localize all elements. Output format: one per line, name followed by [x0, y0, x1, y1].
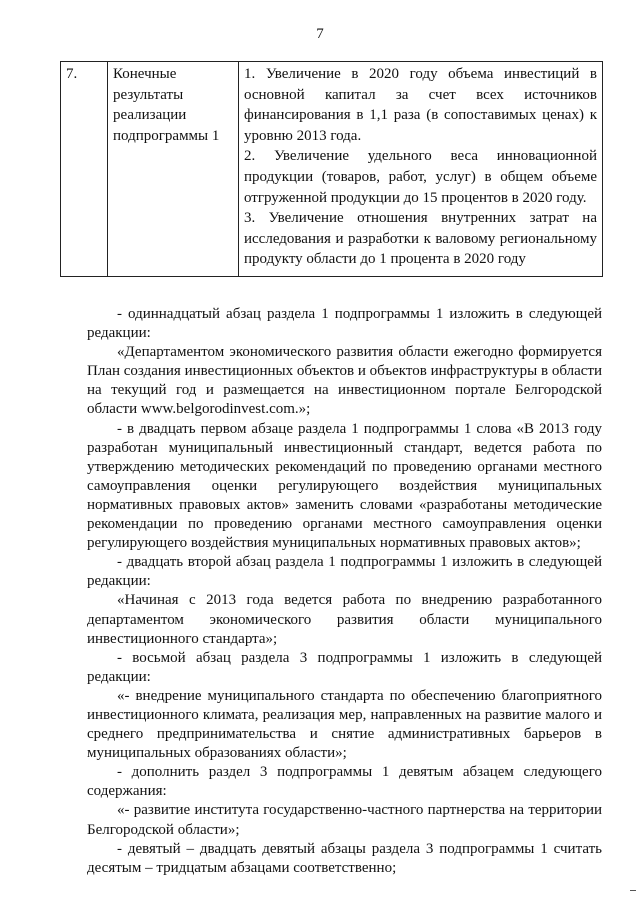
row-title: Конечные результаты реализации подпрограммы 1: [108, 62, 239, 277]
paragraph-5: «Начиная с 2013 года ведется работа по внедрению разработанного департаментом экономического развития области муниципального инвестиционного стандарта»;: [87, 592, 602, 647]
result-item-3: 3. Увеличение отношения внутренних затрат на исследования и разработки к валовому региональному продукту области до 1 процента в 2020 году: [244, 210, 597, 268]
paragraph-9: «- развитие института государственно-частного партнерства на территории Белгородской области»;: [87, 802, 602, 838]
row-number: 7.: [61, 62, 108, 277]
results-table: [60, 61, 603, 277]
table-row: [61, 62, 603, 277]
result-item-1: 1. Увеличение в 2020 году объема инвестиций в основной капитал за счет всех источников финансирования в 1,1 раза (в сопоставимых ценах) к уровню 2013 года.: [244, 66, 597, 144]
paragraph-10: - девятый – двадцать девятый абзацы раздела 3 подпрограммы 1 считать десятым – тридцатым абзацами соответственно;: [87, 840, 602, 876]
paragraph-6: - восьмой абзац раздела 3 подпрограммы 1 изложить в следующей редакции:: [87, 649, 602, 685]
paragraph-3: - в двадцать первом абзаце раздела 1 подпрограммы 1 слова «В 2013 году разработан муниципальный инвестиционный стандарт, ведется работа по утверждению методических рекомендаций по проведению органами местного самоуправления оценки регулирующего воздействия муниципальных нормативных правовых актов» заменить словами «разработаны методические рекомендации по проведению органами местного самоуправления оценки регулирующего воздействия муниципальных нормативных правовых актов»;: [87, 420, 602, 552]
paragraph-4: - двадцать второй абзац раздела 1 подпрограммы 1 изложить в следующей редакции:: [87, 554, 602, 590]
page-number: 7: [316, 26, 324, 42]
paragraph-8: - дополнить раздел 3 подпрограммы 1 девятым абзацем следующего содержания:: [87, 764, 602, 800]
paragraph-7: «- внедрение муниципального стандарта по обеспечению благоприятного инвестиционного климата, реализация мер, направленных на развитие малого и среднего предпринимательства и снятие административных барьеров в муниципальных образованиях области»;: [87, 687, 602, 762]
paragraph-2: «Департаментом экономического развития области ежегодно формируется План создания инвестиционных объектов и объектов инфраструктуры в области на текущий год и размещается на инвестиционном портале Белгородской области www.belgorodinvest.com.»;: [87, 344, 602, 418]
result-item-2: 2. Увеличение удельного веса инновационной продукции (товаров, работ, услуг) в общем объеме отгруженной продукции до 15 процентов в 2020 году.: [244, 148, 597, 206]
row-results: [239, 62, 603, 277]
paragraph-1: - одиннадцатый абзац раздела 1 подпрограммы 1 изложить в следующей редакции:: [87, 306, 602, 342]
edge-mark: [630, 890, 636, 891]
amendments-text: [87, 305, 602, 878]
